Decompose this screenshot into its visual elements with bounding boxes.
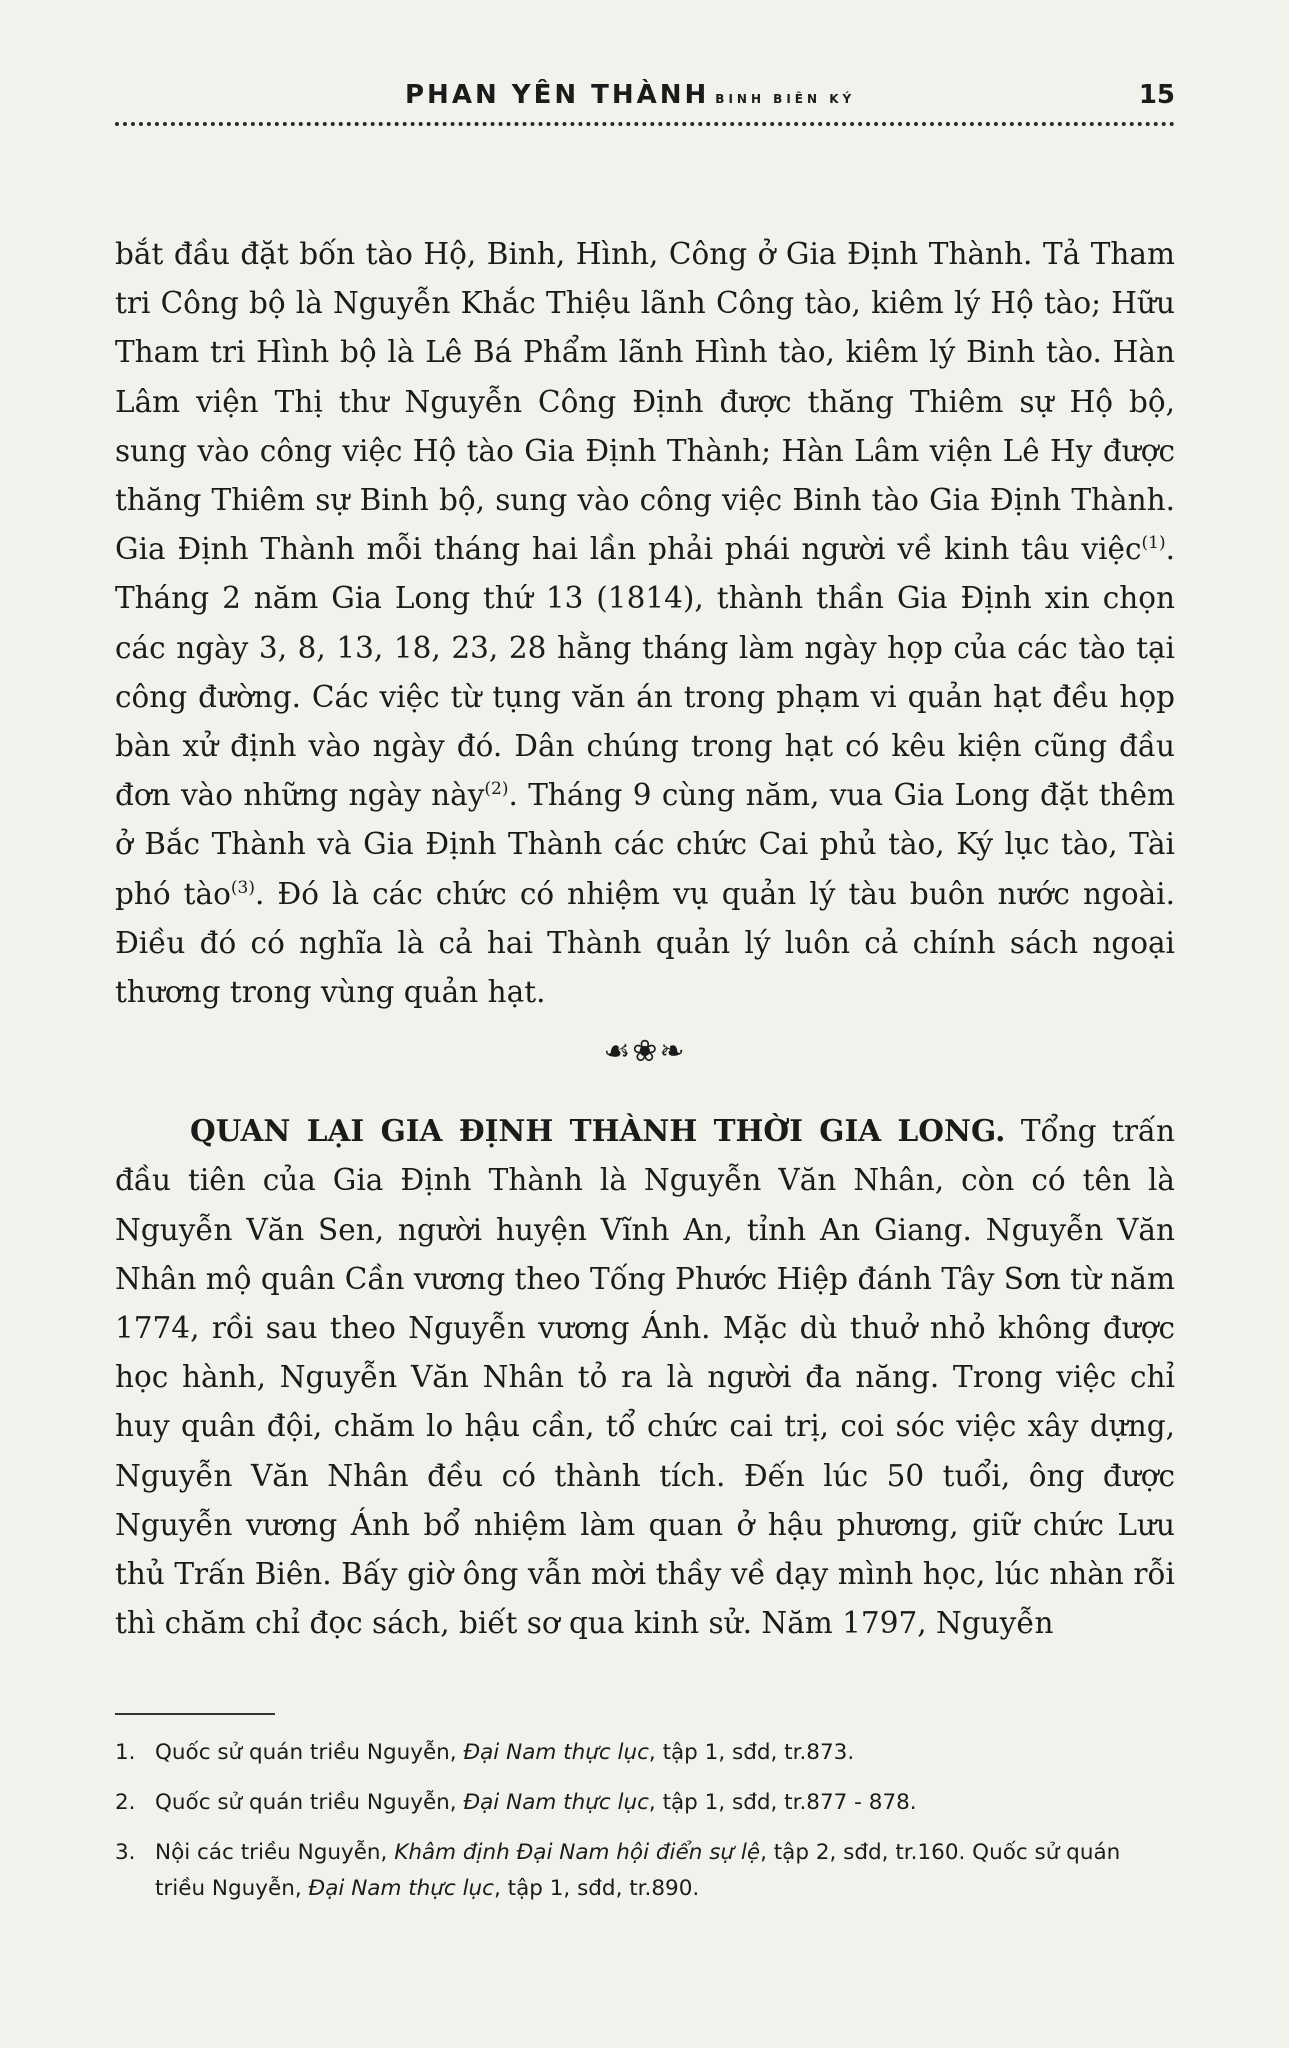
paragraph-1-part-a: bắt đầu đặt bốn tào Hộ, Binh, Hình, Công ở Gia Định Thành. Tả Tham tri Công bộ là Nguyễn Khắc Thiệu lãnh Công tào, kiêm lý Hộ tào; Hữu Tham tri Hình bộ là Lê Bá Phẩm lãnh Hình tào, kiêm lý Binh tào. Hàn Lâm viện Thị thư Nguyễn Công Định được thăng Thiêm sự Hộ bộ, sung vào công việc Hộ tào Gia Định Thành; Hàn Lâm viện Lê Hy được thăng Thiêm sự Binh bộ, sung vào công việc Binh tào Gia Định Thành. Gia Định Thành mỗi tháng hai lần phải phái người về kinh tâu việc (115, 237, 1175, 567)
book-subtitle: BINH BIÊN KÝ (715, 92, 856, 106)
footnote-work-title: Đại Nam thực lục (463, 1790, 649, 1815)
footnote-number: 3. (115, 1840, 136, 1865)
footnote-text: Nội các triều Nguyễn, (155, 1840, 395, 1865)
section-heading: QUAN LẠI GIA ĐỊNH THÀNH THỜI GIA LONG. (190, 1113, 1006, 1149)
footnote-work-title: Khâm định Đại Nam hội điển sự lệ (394, 1840, 761, 1865)
footnote-rule (115, 1713, 275, 1715)
footnote-2 (115, 1785, 1175, 1821)
footnote-3 (115, 1835, 1175, 1907)
footnote-work-title: Đại Nam thực lục (463, 1740, 649, 1765)
paragraph-1 (115, 230, 1175, 1017)
footnote-number: 1. (115, 1740, 136, 1765)
footnote-text: , tập 1, sđd, tr.877 - 878. (648, 1790, 917, 1815)
paragraph-1-part-c: . Tháng 9 cùng năm, vua Gia Long đặt thêm ở Bắc Thành và Gia Định Thành các chức Cai phủ tào, Ký lục tào, Tài phó tào (115, 778, 1176, 911)
footnote-ref-2: (2) (484, 779, 509, 800)
section-ornament: ☙❀❧ (603, 1034, 687, 1070)
paragraph-1-part-d: . Đó là các chức có nhiệm vụ quản lý tàu buôn nước ngoài. Điều đó có nghĩa là cả hai Thành quản lý luôn cả chính sách ngoại thương trong vùng quản hạt. (115, 876, 1175, 1010)
footnotes (115, 1735, 1175, 1921)
running-header (115, 78, 1175, 122)
footnote-1 (115, 1735, 1175, 1771)
footnote-ref-3: (3) (230, 877, 255, 898)
footnote-text: , tập 1, sđd, tr.890. (493, 1876, 700, 1901)
paragraph-2-text: Tổng trấn đầu tiên của Gia Định Thành là Nguyễn Văn Nhân, còn có tên là Nguyễn Văn Sen, người huyện Vĩnh An, tỉnh An Giang. Nguyễn Văn Nhân mộ quân Cần vương theo Tống Phước Hiệp đánh Tây Sơn từ năm 1774, rồi sau theo Nguyễn vương Ánh. Mặc dù thuở nhỏ không được học hành, Nguyễn Văn Nhân tỏ ra là người đa năng. Trong việc chỉ huy quân đội, chăm lo hậu cần, tổ chức cai trị, coi sóc việc xây dựng, Nguyễn Văn Nhân đều có thành tích. Đến lúc 50 tuổi, ông được Nguyễn vương Ánh bổ nhiệm làm quan ở hậu phương, giữ chức Lưu thủ Trấn Biên. Bấy giờ ông vẫn mời thầy về dạy mình học, lúc nhàn rỗi thì chăm chỉ đọc sách, biết sơ qua kinh sử. Năm 1797, Nguyễn (115, 1114, 1175, 1641)
paragraph-2 (115, 1106, 1175, 1648)
footnote-text: , tập 1, sđd, tr.873. (648, 1740, 855, 1765)
footnote-text: , tập 2, sđd, tr.160. Quốc sử quán triều Nguyễn, (155, 1840, 1121, 1901)
header-dotted-rule (115, 122, 1175, 126)
footnote-text: Quốc sử quán triều Nguyễn, (155, 1790, 464, 1815)
page-number: 15 (1138, 80, 1175, 110)
book-title-main: PHAN YÊN THÀNH (405, 80, 710, 110)
footnote-work-title: Đại Nam thực lục (308, 1876, 494, 1901)
paragraph-1-part-b: . Tháng 2 năm Gia Long thứ 13 (1814), thành thần Gia Định xin chọn các ngày 3, 8, 13, 18, 23, 28 hằng tháng làm ngày họp của các tào tại công đường. Các việc từ tụng văn án trong phạm vi quản hạt đều họp bàn xử định vào ngày đó. Dân chúng trong hạt có kêu kiện cũng đầu đơn vào những ngày này (115, 532, 1175, 813)
body-text (115, 230, 1175, 1648)
book-title (405, 78, 855, 116)
footnote-ref-1: (1) (1141, 533, 1166, 554)
footnote-text: Quốc sử quán triều Nguyễn, (155, 1740, 464, 1765)
footnote-number: 2. (115, 1790, 136, 1815)
